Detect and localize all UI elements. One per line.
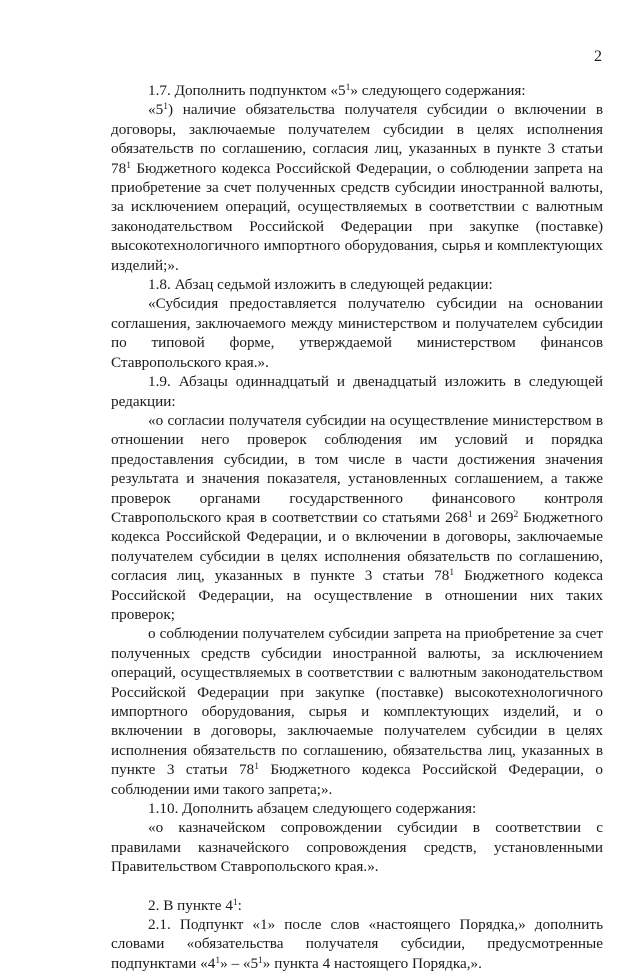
- superscript: 1: [163, 102, 168, 113]
- text-segment: Бюджетного кодекса Российской Федерации, о соблюдении ими такого запрета;».: [111, 761, 603, 798]
- text-segment: 2. В пункте 4: [148, 896, 233, 914]
- paragraph-1-7: [111, 81, 603, 100]
- superscript: 1: [258, 955, 263, 966]
- paragraph-1-9: [111, 372, 603, 411]
- paragraph-quote-5-1: [111, 100, 603, 275]
- text-segment: «о казначейском сопровождении субсидии в соответствии с правилами казначейского сопровождения средств, установленными Правительством Ставропольского края.».: [111, 819, 603, 876]
- paragraph-quote-consent: [111, 411, 603, 624]
- text-segment: Бюджетного кодекса Российской Федерации, и о включении в договоры, заключаемые получателем субсидии в целях исполнения обязательств по соглашению, согласия лиц, указанных в пункте 3 статьи 78: [111, 508, 604, 585]
- text-segment: » – «5: [220, 954, 259, 972]
- text-segment: и 269: [472, 508, 514, 526]
- text-segment: «5: [148, 101, 164, 119]
- paragraph-2-1: [111, 915, 603, 973]
- superscript: 1: [126, 160, 131, 171]
- superscript: 1: [467, 509, 473, 520]
- text-segment: ) наличие обязательства получателя субсидии о включении в договоры, заключаемые получателем субсидии в целях исполнения обязательств по соглашению, согласия лиц, указанных в пункте 3 статьи 78: [111, 101, 603, 177]
- superscript: 1: [215, 955, 221, 966]
- text-segment: о соблюдении получателем субсидии запрета на приобретение за счет полученных средств субсидии иностранной валюты, за исключением операций, осуществляемых в соответствии с валютным законодательством Российской Федерации при закупке (поставке) высокотехнологичного импортного оборудования, сырья и комплектующих изделий, и о включении в договоры, заключаемые получателем субсидии в целях исполнения обязательств по соглашению, обязательства лиц, указанных в пункте 3 статьи 78: [111, 625, 603, 779]
- text-segment: 1.8. Абзац седьмой изложить в следующей редакции:: [148, 276, 493, 294]
- text-segment: » следующего содержания:: [350, 82, 526, 99]
- text-segment: 2.1. Подпункт «1» после слов «настоящего Порядка,» дополнить словами «обязательства получателя субсидии, предусмотренные подпунктами «4: [111, 916, 603, 972]
- document-body: [111, 81, 603, 973]
- paragraph-1-10: [111, 799, 603, 818]
- text-segment: :: [237, 896, 242, 914]
- paragraph-2: [111, 896, 603, 915]
- paragraph-quote-subsidy: [111, 294, 603, 372]
- text-segment: 1.7. Дополнить подпунктом «5: [148, 82, 346, 99]
- text-segment: «Субсидия предоставляется получателю субсидии на основании соглашения, заключаемого между министерством и получателем субсидии по типовой форме, утверждаемой министерством финансов Ставропольского края.».: [111, 295, 603, 371]
- paragraph-quote-treasury: [111, 818, 603, 876]
- paragraph-compliance: [111, 624, 603, 799]
- superscript: 1: [345, 83, 351, 93]
- text-segment: 1.10. Дополнить абзацем следующего содержания:: [148, 800, 477, 818]
- page-number: 2: [594, 48, 602, 65]
- text-segment: 1.9. Абзацы одиннадцатый и двенадцатый изложить в следующей редакции:: [111, 373, 603, 410]
- superscript: 1: [232, 897, 238, 908]
- text-segment: «о согласии получателя субсидии на осуществление министерством в отношении него проверок соблюдения им условий и порядка предоставления субсидии, в том числе в части достижения значения результата и значения показателя, установленных соглашением, а также проверок органами государственного финансового контроля Ставропольского края в соответствии со статьями 268: [111, 411, 603, 526]
- superscript: 1: [449, 568, 455, 579]
- text-segment: Бюджетного кодекса Российской Федерации, о соблюдении запрета на приобретение за счет полученных средств субсидии иностранной валюты, за исключением операций, осуществляемых в соответствии с валютным законодательством Российской Федерации при закупке (поставке) высокотехнологичного импортного оборудования, сырья и комплектующих изделий;».: [111, 159, 603, 274]
- superscript: 1: [254, 762, 259, 773]
- superscript: 2: [513, 509, 519, 520]
- text-segment: » пункта 4 настоящего Порядка,».: [262, 954, 482, 972]
- paragraph-1-8: [111, 275, 603, 294]
- text-segment: Бюджетного кодекса Российской Федерации, на осуществление в отношении них таких проверок;: [111, 567, 603, 623]
